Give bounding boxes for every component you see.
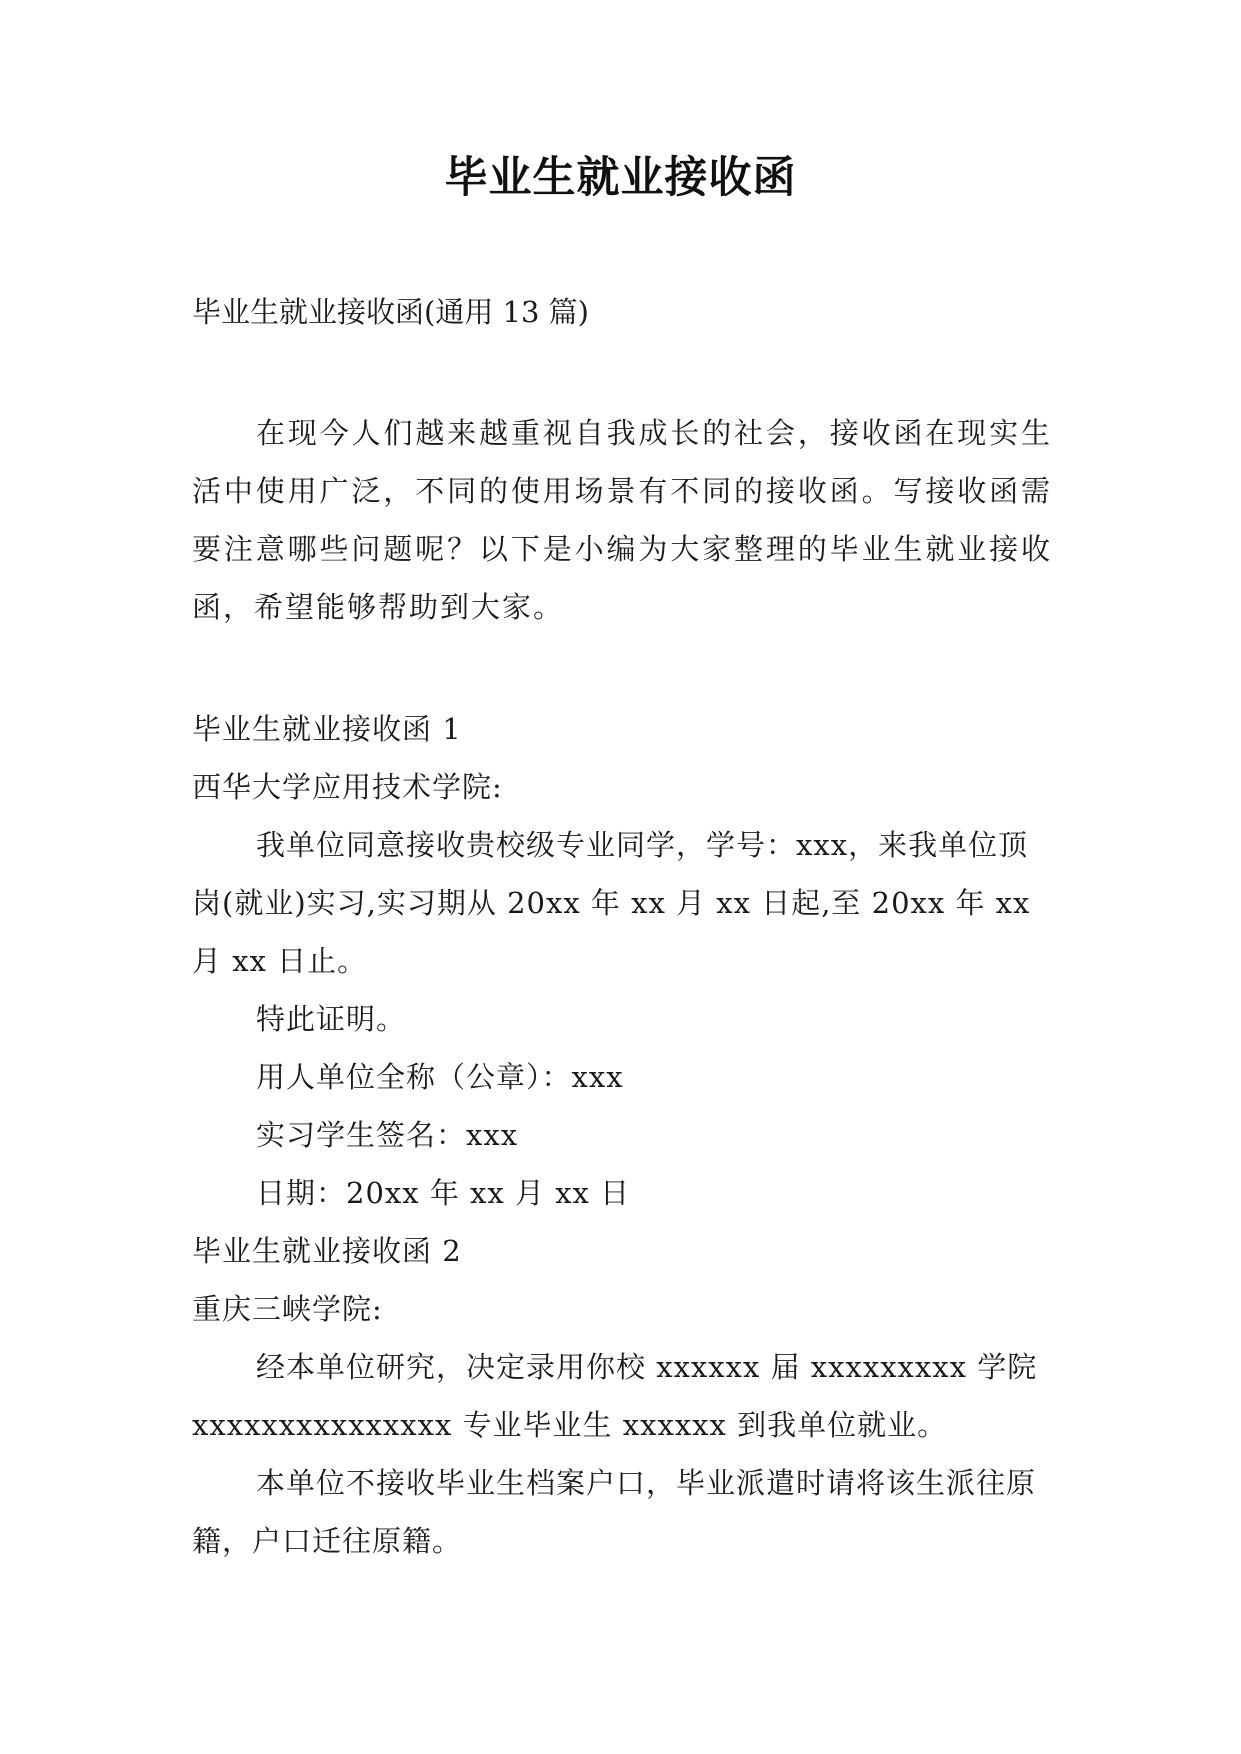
document-subtitle: 毕业生就业接收函(通用 13 篇): [192, 295, 589, 329]
letter1-body: 我单位同意接收贵校级专业同学，学号：xxx，来我单位顶岗(就业)实习,实习期从 20xx 年 xx 月 xx 日起,至 20xx 年 xx 月 xx 日止。: [192, 828, 1031, 978]
letter1-recipient: 西华大学应用技术学院:: [192, 770, 503, 804]
letter2-body2: 本单位不接收毕业生档案户口，毕业派遣时请将该生派往原籍，户口迁往原籍。: [192, 1466, 1037, 1558]
letter1-certify: 特此证明。: [256, 1002, 407, 1036]
letter2-body1: 经本单位研究，决定录用你校 xxxxxx 届 xxxxxxxxx 学院 xxxxxxxxxxxxxxx 专业毕业生 xxxxxx 到我单位就业。: [192, 1350, 1038, 1442]
letter2-recipient: 重庆三峡学院:: [192, 1292, 383, 1326]
letter1-date: 日期：20xx 年 xx 月 xx 日: [256, 1176, 631, 1210]
document-title: 毕业生就业接收函: [444, 153, 797, 203]
letter2-heading: 毕业生就业接收函 2: [192, 1234, 462, 1268]
letter1-signature: 实习学生签名：xxx: [256, 1118, 519, 1152]
letter1-unit: 用人单位全称（公章）：xxx: [256, 1060, 624, 1094]
intro-paragraph: 在现今人们越来越重视自我成长的社会，接收函在现实生活中使用广泛，不同的使用场景有不同的接收函。写接收函需要注意哪些问题呢？以下是小编为大家整理的毕业生就业接收函，希望能够帮助到大家。: [192, 416, 1052, 624]
letters-body: [192, 700, 1052, 1570]
letter1-heading: 毕业生就业接收函 1: [192, 712, 462, 746]
